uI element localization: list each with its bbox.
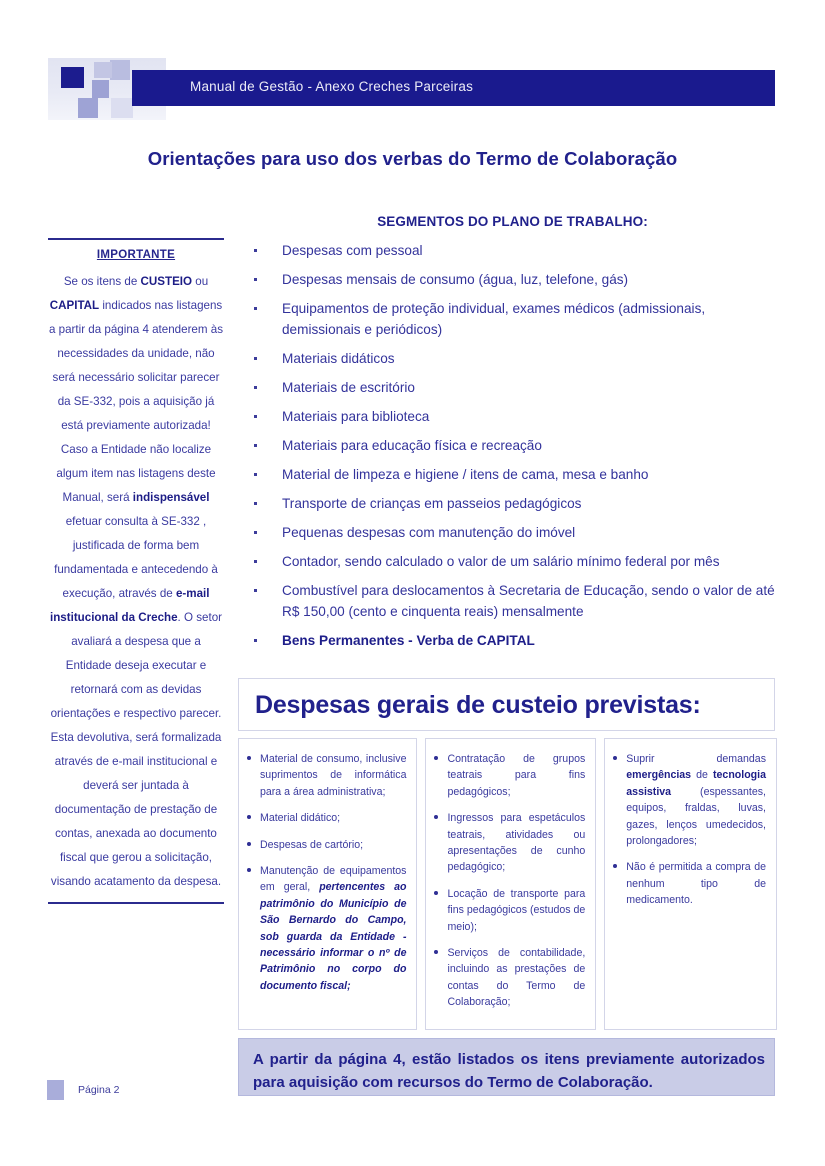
custeio-item-text: de (691, 769, 714, 782)
custeio-item-text: Ingressos para espetáculos teatrais, atividades ou apresentações de cunho pedagógico; (447, 812, 586, 874)
footer-page-label: Página 2 (78, 1084, 120, 1096)
sidebar-paragraph (48, 438, 224, 726)
dot-bullet-icon (434, 891, 438, 895)
segment-item-label: Materiais para educação física e recreação (282, 438, 542, 453)
sidebar-emphasis: indispensável (132, 491, 210, 504)
sidebar-heading: IMPORTANTE (96, 249, 176, 261)
sidebar-text: indicados nas listagens a partir da página 4 atenderem às necessidades da unidade, não será necessário solicitar parecer da SE-332, pois a aquisição já está previamente autorizada! (48, 299, 224, 432)
square-bullet-icon (254, 589, 257, 592)
segment-item (248, 551, 785, 572)
page-title: Orientações para uso dos verbas do Termo de Colaboração (147, 148, 678, 169)
segment-item (248, 406, 785, 427)
segment-item-label: Bens Permanentes - Verba de CAPITAL (282, 633, 535, 648)
custeio-item-text: tecnologia assistiva (626, 769, 766, 798)
header-decor-square-dark (61, 67, 84, 88)
square-bullet-icon (254, 444, 257, 447)
segment-item-label: Combustível para deslocamentos à Secretaria de Educação, sendo o valor de até R$ 150,00 (cento e cinquenta reais) mensalmente (282, 583, 775, 619)
square-bullet-icon (254, 531, 257, 534)
custeio-item-text: pertencentes ao patrimônio do Município de São Bernardo do Campo, sob guarda da Entidade - necessário informar o nº de Patrimônio no corpo do documento fiscal; (260, 881, 407, 992)
segment-item (248, 377, 785, 398)
segment-item-label: Despesas mensais de consumo (água, luz, telefone, gás) (282, 272, 629, 287)
custeio-item-text: Despesas de cartório; (260, 838, 364, 851)
sidebar-top-rule (48, 238, 224, 240)
header-title-text: Manual de Gestão - Anexo Creches Parceiras (190, 79, 474, 94)
sidebar-paragraph (48, 726, 224, 894)
custeio-item-text: Não é permitida a compra de nenhum tipo de medicamento. (626, 861, 766, 907)
bottom-banner-text: A partir da página 4, estão listados os itens previamente autorizados para aquisição com recursos do Termo de Colaboração. (253, 1051, 765, 1091)
page-footer (47, 1080, 119, 1100)
custeio-item (247, 751, 406, 800)
custeio-item-text: Suprir demandas (626, 753, 766, 765)
sidebar-text: Esta devolutiva, será formalizada através de e-mail institucional e deverá ser juntada à documentação de prestação de contas, anexada ao documento fiscal que gerou a solicitação, visando acatamento da despesa. (50, 731, 222, 888)
segment-item-label: Materiais de escritório (282, 380, 415, 395)
dot-bullet-icon (247, 815, 251, 819)
segment-item (248, 580, 785, 622)
segment-item-label: Equipamentos de proteção individual, exames médicos (admissionais, demissionais e periódicos) (282, 301, 706, 337)
segments-title: SEGMENTOS DO PLANO DE TRABALHO: (377, 214, 648, 229)
dot-bullet-icon (434, 815, 438, 819)
custeio-column-1-list (247, 751, 406, 994)
custeio-column-3 (604, 738, 777, 1030)
square-bullet-icon (254, 473, 257, 476)
sidebar-body (48, 270, 224, 894)
sidebar-emphasis: e-mail institucional da Creche (49, 587, 210, 624)
sidebar-emphasis: CUSTEIO (140, 275, 193, 288)
sidebar-text: Caso a Entidade não localize algum item nas listagens deste Manual, será (56, 443, 216, 504)
header-decor-square-mid (92, 80, 109, 98)
important-sidebar (48, 238, 224, 904)
custeio-item-text: Locação de transporte para fins pedagógicos (estudos de meio); (447, 887, 586, 933)
square-bullet-icon (254, 278, 257, 281)
header-decor-square-top-right (110, 60, 130, 80)
custeio-item (434, 751, 585, 800)
segment-item (248, 298, 785, 340)
segment-item (248, 435, 785, 456)
sidebar-text: . O setor avaliará a despesa que a Entidade deseja executar e retornará com as devidas orientações e respectivo parecer. (50, 611, 223, 720)
segment-item (248, 630, 785, 651)
square-bullet-icon (254, 502, 257, 505)
square-bullet-icon (254, 386, 257, 389)
header-title-bar (132, 70, 775, 106)
custeio-item (434, 886, 585, 935)
custeio-column-3-list (613, 751, 766, 909)
segment-item-label: Pequenas despesas com manutenção do imóvel (282, 525, 576, 540)
custeio-item-text: Contratação de grupos teatrais para fins pedagógicos; (447, 753, 586, 798)
segment-item-label: Materiais para biblioteca (282, 409, 430, 424)
sidebar-text: ou (192, 275, 209, 288)
custeio-item (247, 863, 406, 994)
segment-item (248, 522, 785, 543)
segment-item (248, 240, 785, 261)
custeio-item-text: (espessantes, equipos, fraldas, luvas, gazes, lenços umedecidos, prolongadores; (626, 785, 766, 848)
dot-bullet-icon (247, 868, 251, 872)
square-bullet-icon (254, 415, 257, 418)
segment-item-label: Materiais didáticos (282, 351, 395, 366)
sidebar-text: Se os itens de (63, 275, 141, 288)
custeio-column-2 (425, 738, 596, 1030)
segment-item-label: Contador, sendo calculado o valor de um salário mínimo federal por mês (282, 554, 720, 569)
dot-bullet-icon (434, 950, 438, 954)
segment-item (248, 493, 785, 514)
square-bullet-icon (254, 357, 257, 360)
custeio-item-text: Serviços de contabilidade, incluindo as prestações de contas do Termo de Colaboração; (447, 947, 586, 1009)
square-bullet-icon (254, 639, 257, 642)
custeio-heading-text: Despesas gerais de custeio previstas: (255, 691, 701, 719)
segment-item (248, 269, 785, 290)
custeio-item (613, 751, 766, 849)
bottom-banner (238, 1038, 775, 1096)
segment-item-label: Despesas com pessoal (282, 243, 423, 258)
dot-bullet-icon (247, 842, 251, 846)
custeio-item-text: Material de consumo, inclusive suprimentos de informática para a área administrativa; (260, 753, 407, 798)
custeio-item (434, 945, 585, 1011)
segment-item-label: Transporte de crianças em passeios pedagógicos (282, 496, 582, 511)
custeio-item-text: Manutenção de equipamentos em geral, (260, 865, 407, 894)
dot-bullet-icon (613, 864, 617, 868)
custeio-item (613, 859, 766, 908)
custeio-item-text: emergências (626, 769, 692, 782)
sidebar-emphasis: CAPITAL (49, 299, 100, 312)
document-header (48, 58, 775, 120)
dot-bullet-icon (613, 756, 617, 760)
segment-item (248, 348, 785, 369)
sidebar-bottom-rule (48, 902, 224, 904)
custeio-heading-box (238, 678, 775, 731)
segments-list (248, 240, 785, 659)
custeio-columns (238, 738, 777, 1030)
header-decor-square-lower-pale (111, 98, 133, 118)
dot-bullet-icon (247, 756, 251, 760)
header-decor-square-lower (78, 98, 98, 118)
custeio-item (247, 810, 406, 826)
sidebar-paragraph (48, 270, 224, 438)
custeio-item-text: Material didático; (260, 812, 341, 825)
header-decor-square-pale (94, 62, 112, 78)
custeio-column-2-list (434, 751, 585, 1011)
segment-item (248, 464, 785, 485)
square-bullet-icon (254, 560, 257, 563)
segment-item-label: Material de limpeza e higiene / itens de cama, mesa e banho (282, 467, 649, 482)
square-bullet-icon (254, 249, 257, 252)
sidebar-text: efetuar consulta à SE-332 , justificada de forma bem fundamentada e antecedendo à execução, através de (54, 515, 218, 600)
custeio-item (247, 837, 406, 853)
square-bullet-icon (254, 307, 257, 310)
dot-bullet-icon (434, 756, 438, 760)
footer-square-marker (47, 1080, 64, 1100)
custeio-item (434, 810, 585, 876)
custeio-column-1 (238, 738, 417, 1030)
